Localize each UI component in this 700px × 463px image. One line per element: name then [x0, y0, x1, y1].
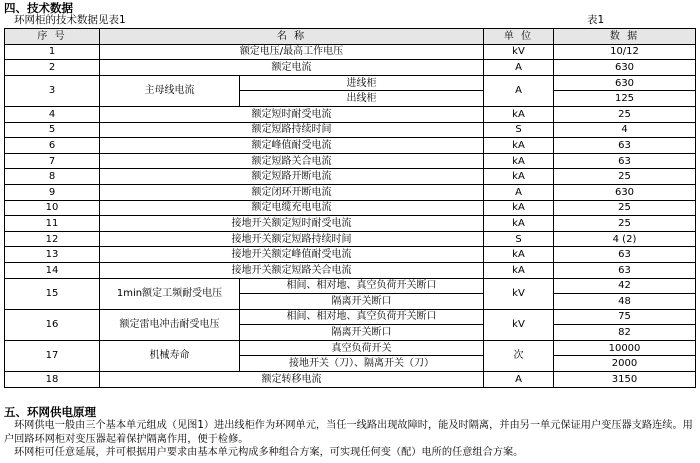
table-row: [5, 184, 696, 200]
row-value: 25: [554, 200, 696, 216]
row-name: 额定短时耐受电流: [100, 106, 484, 122]
row-name: 额定短路开断电流: [100, 169, 484, 185]
row-value: 82: [554, 325, 696, 341]
row-name: 接地开关额定短时耐受电流: [100, 216, 484, 232]
row-unit: A: [484, 372, 554, 388]
table-caption: 环网柜的技术数据见表1: [14, 14, 126, 26]
table-row: [5, 231, 696, 247]
row-value: 63: [554, 153, 696, 169]
row-name: 额定电压/最高工作电压: [100, 44, 484, 60]
row-sub-name: 出线柜: [240, 91, 484, 107]
row-name: 额定闭环开断电流: [100, 184, 484, 200]
row-value: 4: [554, 122, 696, 138]
row-unit: A: [484, 184, 554, 200]
row-no: 15: [5, 278, 100, 309]
table-row: [5, 278, 696, 294]
row-sub-name: 隔离开关断口: [240, 325, 484, 341]
row-no: 6: [5, 138, 100, 154]
header-unit: 单 位: [484, 29, 554, 45]
row-value: 630: [554, 75, 696, 91]
row-no: 3: [5, 75, 100, 106]
section-4-title: 四、技术数据: [4, 1, 73, 15]
table-row: [5, 122, 696, 138]
row-unit: S: [484, 231, 554, 247]
row-unit: A: [484, 75, 554, 106]
row-name: 接地开关额定短路关合电流: [100, 262, 484, 278]
table-row: [5, 44, 696, 60]
row-name: 额定雷电冲击耐受电压: [100, 309, 240, 340]
row-name: 额定短路持续时间: [100, 122, 484, 138]
row-sub-name: 接地开关（刀）、隔离开关（刀）: [240, 356, 484, 372]
row-no: 5: [5, 122, 100, 138]
section-5-title: 五、环网供电原理: [4, 405, 96, 419]
row-value: 75: [554, 309, 696, 325]
row-no: 17: [5, 340, 100, 371]
technical-data-table: [4, 28, 696, 388]
row-value: 4 (2): [554, 231, 696, 247]
row-name: 主母线电流: [100, 75, 240, 106]
table-row: [5, 200, 696, 216]
header-name: 名 称: [100, 29, 484, 45]
row-name: 1min额定工频耐受电压: [100, 278, 240, 309]
row-no: 16: [5, 309, 100, 340]
row-no: 14: [5, 262, 100, 278]
row-value: 63: [554, 262, 696, 278]
paragraph-principle: 环网供电一般由三个基本单元组成（见图1）进出线柜作为环网单元，当任一线路出现故障时，能及时隔离，并由另一单元保证用户变压器支路连续。用户回路环网柜对变压器起着保护隔离作用，便于检修。: [4, 420, 693, 445]
row-no: 12: [5, 231, 100, 247]
row-name: 额定电缆充电电流: [100, 200, 484, 216]
row-unit: kV: [484, 44, 554, 60]
row-no: 2: [5, 60, 100, 76]
row-name: 额定峰值耐受电流: [100, 138, 484, 154]
row-unit: kA: [484, 106, 554, 122]
row-no: 18: [5, 372, 100, 388]
row-sub-name: 相间、相对地、真空负荷开关断口: [240, 278, 484, 294]
row-unit: kA: [484, 247, 554, 263]
table-row: [5, 169, 696, 185]
row-unit: kA: [484, 169, 554, 185]
table-row: [5, 262, 696, 278]
row-name: 额定短路关合电流: [100, 153, 484, 169]
row-unit: A: [484, 60, 554, 76]
table-row: [5, 340, 696, 356]
row-unit: kA: [484, 200, 554, 216]
row-sub-name: 相间、相对地、真空负荷开关断口: [240, 309, 484, 325]
header-no: 序 号: [5, 29, 100, 45]
row-value: 63: [554, 247, 696, 263]
paragraph-extension: 环网柜可任意延展，并可根据用户要求由基本单元构成多种组合方案，可实现任何变（配）电所的任意组合方案。: [14, 447, 524, 458]
row-value: 63: [554, 138, 696, 154]
row-value: 2000: [554, 356, 696, 372]
row-value: 3150: [554, 372, 696, 388]
table-row: [5, 247, 696, 263]
row-unit: kV: [484, 309, 554, 340]
table-header-row: [5, 29, 696, 45]
row-value: 42: [554, 278, 696, 294]
row-value: 630: [554, 60, 696, 76]
row-no: 10: [5, 200, 100, 216]
row-unit: kA: [484, 216, 554, 232]
table-row: [5, 153, 696, 169]
row-no: 8: [5, 169, 100, 185]
row-name: 额定转移电流: [100, 372, 484, 388]
row-no: 9: [5, 184, 100, 200]
table-number: 表1: [587, 14, 605, 26]
row-value: 630: [554, 184, 696, 200]
row-sub-name: 真空负荷开关: [240, 340, 484, 356]
row-name: 接地开关额定峰值耐受电流: [100, 247, 484, 263]
row-value: 25: [554, 106, 696, 122]
row-unit: S: [484, 122, 554, 138]
row-unit: kV: [484, 278, 554, 309]
row-value: 10000: [554, 340, 696, 356]
row-name: 额定电流: [100, 60, 484, 76]
table-row: [5, 60, 696, 76]
row-value: 25: [554, 216, 696, 232]
row-unit: kA: [484, 262, 554, 278]
row-value: 125: [554, 91, 696, 107]
row-sub-name: 进线柜: [240, 75, 484, 91]
table-row: [5, 216, 696, 232]
table-row: [5, 138, 696, 154]
table-row: [5, 106, 696, 122]
row-no: 7: [5, 153, 100, 169]
row-unit: 次: [484, 340, 554, 371]
row-sub-name: 隔离开关断口: [240, 294, 484, 310]
table-row: [5, 372, 696, 388]
header-data: 数 据: [554, 29, 696, 45]
row-no: 4: [5, 106, 100, 122]
table-row: [5, 75, 696, 91]
row-name: 接地开关额定短路持续时间: [100, 231, 484, 247]
table-row: [5, 309, 696, 325]
row-unit: kA: [484, 153, 554, 169]
row-value: 48: [554, 294, 696, 310]
row-unit: kA: [484, 138, 554, 154]
row-no: 11: [5, 216, 100, 232]
row-value: 10/12: [554, 44, 696, 60]
row-value: 25: [554, 169, 696, 185]
row-no: 1: [5, 44, 100, 60]
row-name: 机械寿命: [100, 340, 240, 371]
row-no: 13: [5, 247, 100, 263]
